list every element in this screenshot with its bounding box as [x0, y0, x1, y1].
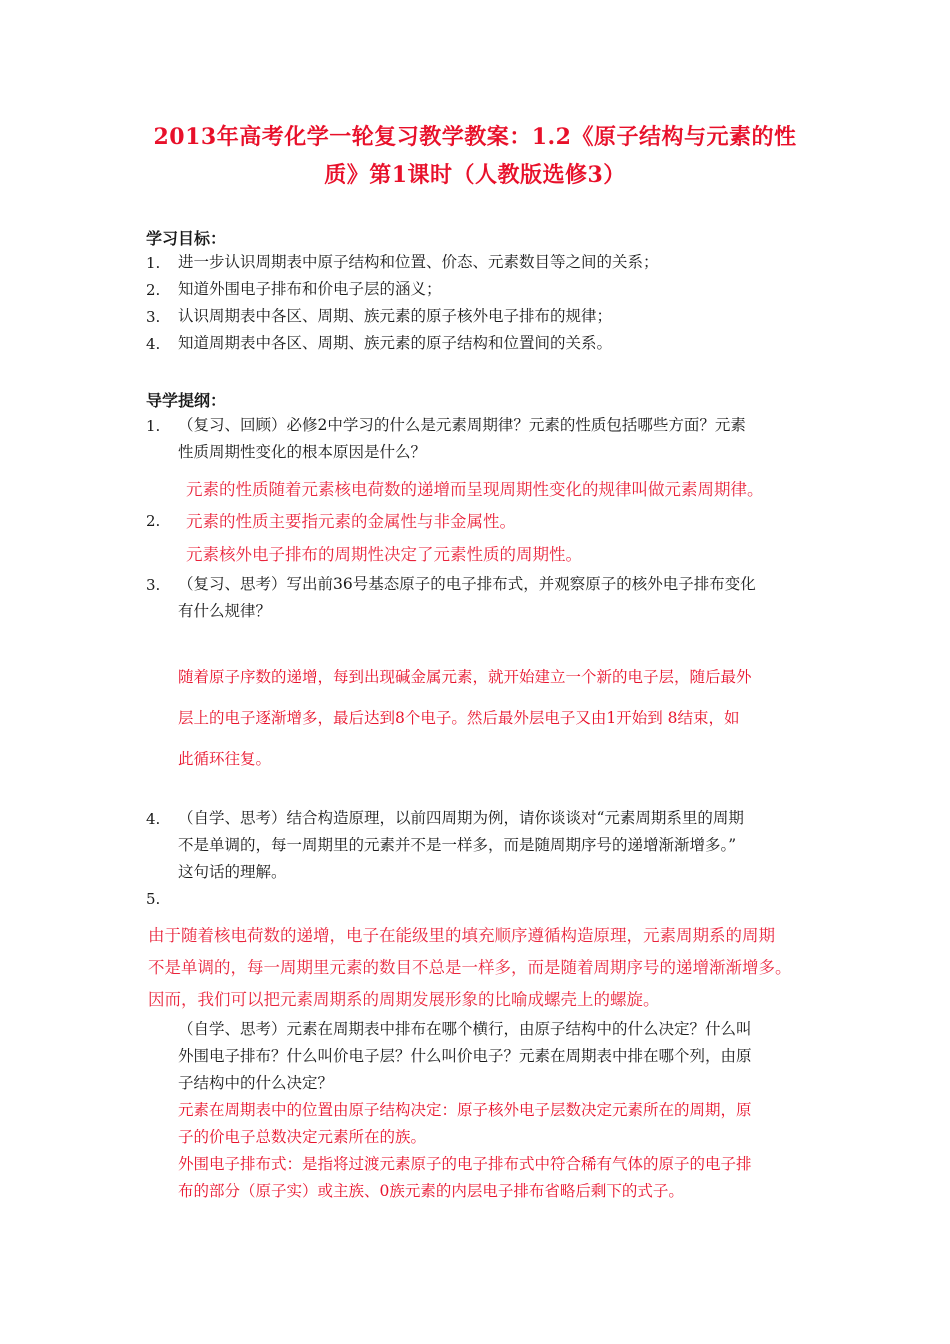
question-3-number: 3.	[146, 576, 161, 594]
question-5-text: 子结构中的什么决定？	[178, 1074, 334, 1092]
question-5-handwritten-note: 不是单调的，每一周期里元素的数目不总是一样多，而是随着周期序号的递增渐渐增多。	[148, 958, 792, 977]
question-5-text: （自学、思考）元素在周期表中排布在哪个横行，由原子结构中的什么决定？什么叫	[178, 1020, 752, 1038]
question-3-text: 有什么规律？	[178, 602, 272, 620]
question-2-number: 2.	[146, 512, 161, 530]
question-5-answer: 子的价电子总数决定元素所在的族。	[178, 1128, 427, 1146]
question-1-text: 性质周期性变化的根本原因是什么？	[178, 443, 427, 461]
document-title-line2: 质》第1课时（人教版选修3）	[324, 162, 626, 188]
question-4-text: 这句话的理解。	[178, 863, 287, 881]
objective-text: 知道外围电子排布和价电子层的涵义；	[178, 280, 442, 298]
question-3-answer: 随着原子序数的递增，每到出现碱金属元素，就开始建立一个新的电子层，随后最外	[178, 668, 752, 686]
question-4-text: 不是单调的，每一周期里的元素并不是一样多，而是随周期序号的递增渐渐增多。”	[178, 836, 737, 854]
question-4-text: （自学、思考）结合构造原理，以前四周期为例，请你谈谈对“元素周期系里的周期	[178, 809, 744, 827]
question-2-answer: 元素的性质主要指元素的金属性与非金属性。	[186, 512, 516, 531]
question-5-text: 外围电子排布？什么叫价电子层？什么叫价电子？元素在周期表中排在哪个列，由原	[178, 1047, 752, 1065]
question-5-number: 5.	[146, 890, 161, 908]
question-3-text: （复习、思考）写出前36号基态原子的电子排布式，并观察原子的核外电子排布变化	[178, 575, 756, 593]
question-5-handwritten-note: 因而，我们可以把元素周期系的周期发展形象的比喻成螺壳上的螺旋。	[148, 990, 660, 1009]
objective-number: 2.	[146, 281, 161, 299]
question-4-number: 4.	[146, 810, 161, 828]
objectives-heading: 学习目标：	[146, 229, 227, 248]
document-title-line1: 2013年高考化学一轮复习教学教案：1.2《原子结构与元素的性	[153, 124, 797, 150]
question-5-answer: 布的部分（原子实）或主族、0族元素的内层电子排布省略后剩下的式子。	[178, 1182, 684, 1200]
objective-text: 认识周期表中各区、周期、族元素的原子核外电子排布的规律；	[178, 307, 613, 325]
objective-number: 1.	[146, 254, 161, 272]
question-3-answer: 此循环往复。	[178, 750, 272, 768]
objective-number: 3.	[146, 308, 161, 326]
objective-number: 4.	[146, 335, 161, 353]
question-1-number: 1.	[146, 417, 161, 435]
question-2-answer: 元素核外电子排布的周期性决定了元素性质的周期性。	[186, 545, 582, 564]
objective-text: 知道周期表中各区、周期、族元素的原子结构和位置间的关系。	[178, 334, 613, 352]
objective-text: 进一步认识周期表中原子结构和位置、价态、元素数目等之间的关系；	[178, 253, 659, 271]
question-5-answer: 元素在周期表中的位置由原子结构决定：原子核外电子层数决定元素所在的周期，原	[178, 1101, 752, 1119]
question-5-answer: 外围电子排布式：是指将过渡元素原子的电子排布式中符合稀有气体的原子的电子排	[178, 1155, 752, 1173]
question-1-answer: 元素的性质随着元素核电荷数的递增而呈现周期性变化的规律叫做元素周期律。	[186, 480, 764, 499]
question-1-text: （复习、回顾）必修2中学习的什么是元素周期律？元素的性质包括哪些方面？元素	[178, 416, 746, 434]
question-5-handwritten-note: 由于随着核电荷数的递增，电子在能级里的填充顺序遵循构造原理，元素周期系的周期	[148, 926, 775, 945]
guide-heading: 导学提纲：	[146, 391, 227, 410]
question-3-answer: 层上的电子逐渐增多，最后达到8个电子。然后最外层电子又由1开始到 8结束，如	[178, 709, 740, 727]
